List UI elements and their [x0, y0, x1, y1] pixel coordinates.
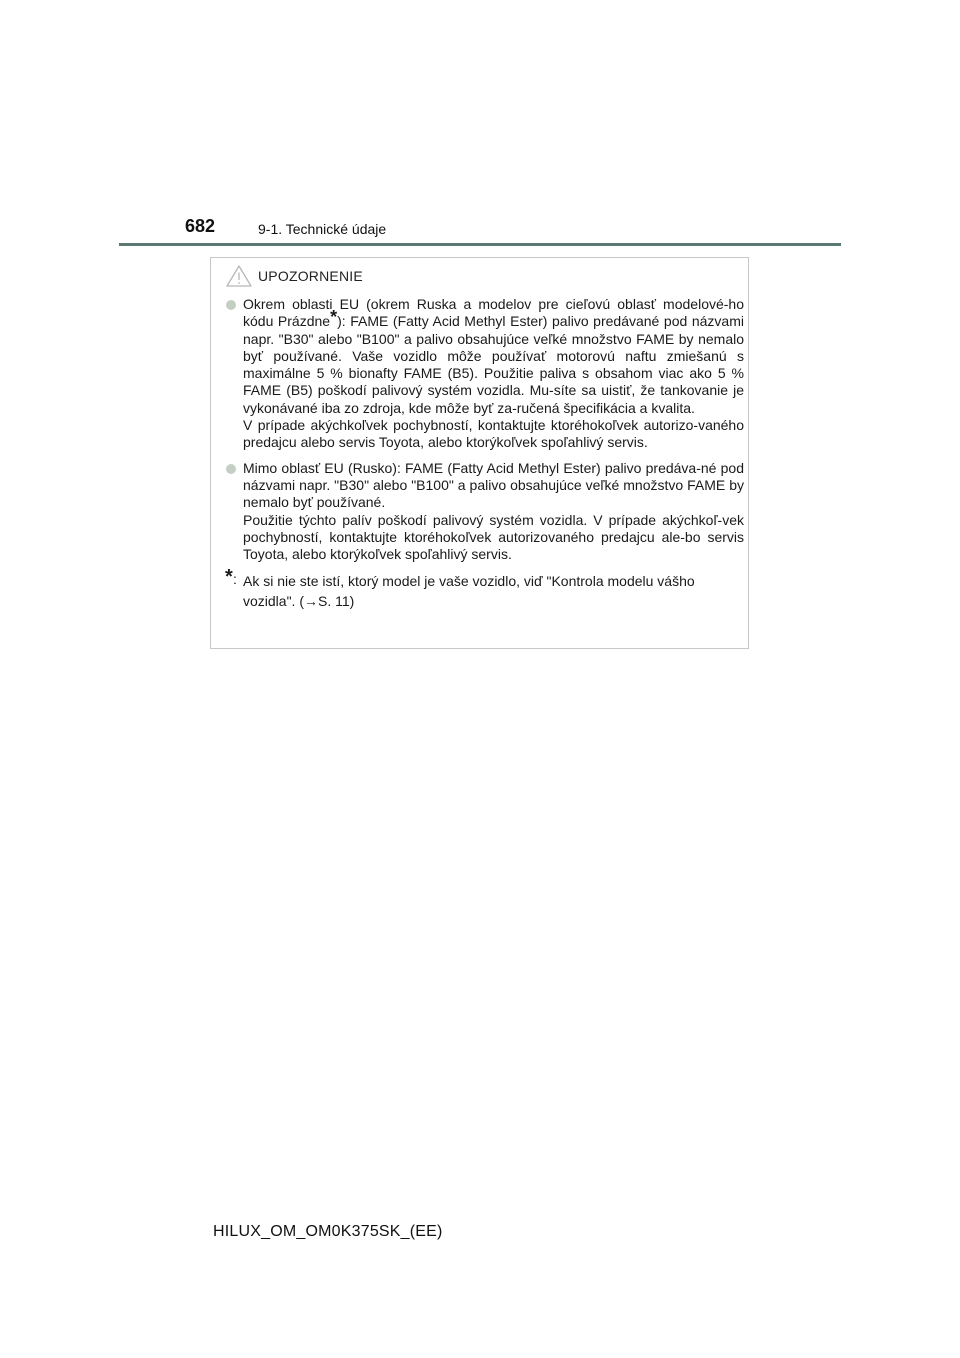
document-code: HILUX_OM_OM0K375SK_(EE) [213, 1223, 443, 1240]
bullet-text [243, 296, 744, 452]
bullet-dot-icon [226, 300, 236, 310]
paragraph: Mimo oblasť EU (Rusko): FAME (Fatty Acid Methyl Ester) palivo predáva-né pod názvami napr. "B30" alebo "B100" a palivo obsahujúce veľké množstvo FAME by nemalo byť používané. [243, 459, 744, 511]
text-segment: Okrem oblasti EU (okrem Ruska a modelov pre cieľovú oblasť modelové-ho kódu Prázdne [243, 296, 744, 330]
footnote-text: Ak si nie ste istí, ktorý model je vaše vozidlo, viď "Kontrola modelu vášho vozidla". (→S. 11) [243, 573, 695, 610]
caution-title: UPOZORNENIE [258, 268, 363, 284]
bullet-dot-icon [226, 464, 236, 474]
section-title: 9-1. Technické údaje [258, 221, 387, 237]
paragraph: Použitie týchto palív poškodí palivový systém vozidla. V prípade akýchkoľ-vek pochybností, kontaktujte ktoréhokoľvek autorizovaného predajcu ale-bo servis Toyota, alebo ktorýkoľvek spoľahlivý servis. [243, 511, 744, 563]
caution-header [225, 264, 363, 288]
paragraph [243, 296, 744, 417]
paragraph: V prípade akýchkoľvek pochybností, kontaktujte ktoréhokoľvek autorizo-vaného predajcu alebo servis Toyota, alebo ktorýkoľvek spoľahlivý servis. [243, 417, 744, 451]
page-number: 682 [185, 216, 216, 236]
text-segment: ): FAME (Fatty Acid Methyl Ester) palivo predávané pod názvami napr. "B30" alebo "B100" a palivo obsahujúce veľké množstvo FAME by nemalo byť používané. Vaše vozidlo môže používať motorovú naftu zmiešanú s maximálne 5 % bionafty FAME (B5). Použitie paliva s obsahom viac ako 5 % FAME (B5) poškodí palivový systém vozidla. Mu-síte sa uistiť, že tankovanie je vykonávané iba zo zdroja, kde môže byť za-ručená špecifikácia a kvalita. [243, 313, 744, 416]
caution-box [210, 257, 749, 649]
bullet-text [243, 460, 744, 564]
footnote-colon: : [233, 571, 237, 588]
footnote-star: * [330, 307, 338, 328]
list-item [224, 296, 744, 452]
warning-triangle-icon [225, 264, 253, 288]
list-item [224, 460, 744, 564]
footnote-marker: * [225, 566, 233, 589]
header-rule [119, 243, 841, 246]
caution-body [224, 296, 744, 611]
footnote [224, 566, 744, 611]
